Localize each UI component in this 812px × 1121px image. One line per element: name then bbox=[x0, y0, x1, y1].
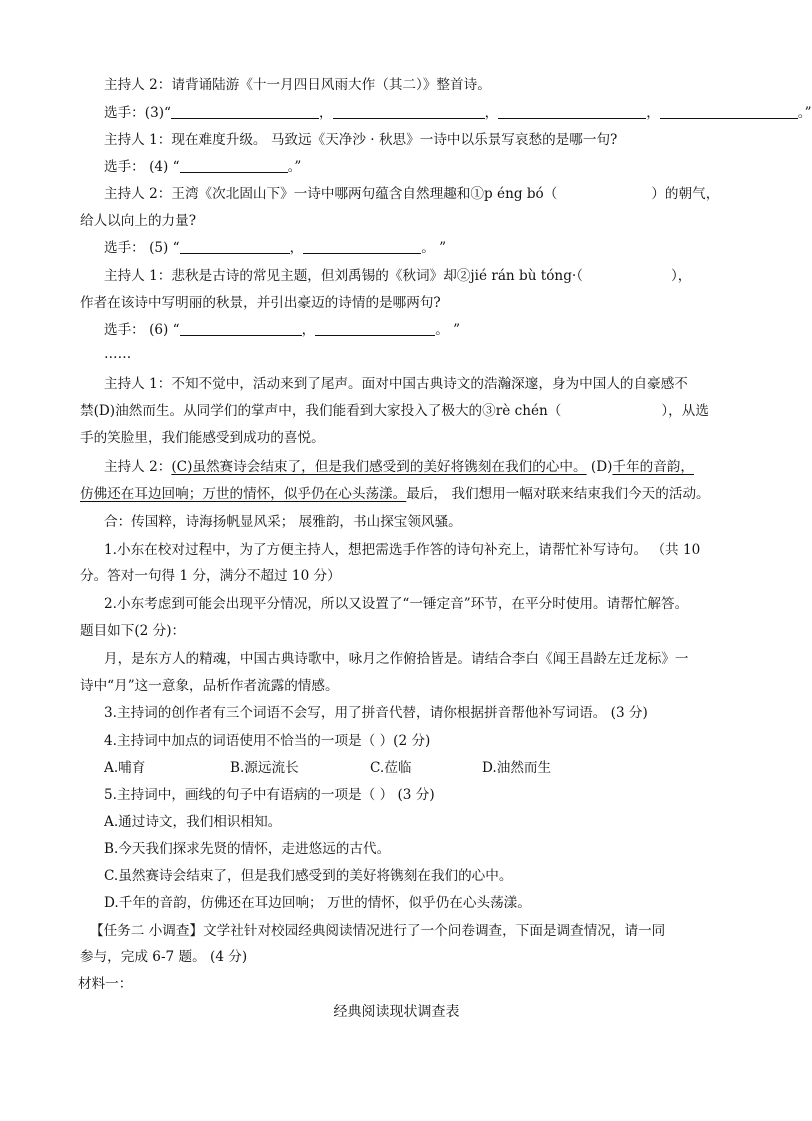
host1-closing-1: 主持人 1：不知不觉中，活动来到了尾声。面对中国古典诗文的浩瀚深邃，身为中国人的自豪感不 bbox=[104, 376, 688, 392]
question-4: 4.主持词中加点的词语使用不恰当的一项是（ ）(2 分) bbox=[104, 733, 431, 749]
answer-blank[interactable] bbox=[303, 239, 421, 254]
answer-blank[interactable] bbox=[180, 321, 302, 336]
question-2-line-3: 月，是东方人的精魂，中国古典诗歌中，咏月之作俯拾皆是。请结合李白《闻王昌龄左迁龙标》一 bbox=[104, 651, 689, 667]
couplet-line: 合：传国粹，诗海扬帆显风采； 展雅韵，书山探宝领风骚。 bbox=[104, 514, 462, 530]
host2-wangwan-prompt-cont: 给人以向上的力量? bbox=[80, 213, 197, 229]
underlined-sentence-d-cont: 仿佛还在耳边回响；万世的情怀，似乎仍在心头荡漾。 bbox=[80, 486, 407, 502]
task-2-heading: 【任务二 小调查】文学社针对校园经典阅读情况进行了一个问卷调查，下面是调查情况，请一同 bbox=[90, 923, 666, 939]
underlined-sentence-d: 千年的音韵， bbox=[612, 459, 694, 475]
answer-blank[interactable] bbox=[498, 104, 646, 119]
answer-blank[interactable] bbox=[315, 321, 435, 336]
contestant-answer-5: 选手： (5) “ ， 。 ” bbox=[104, 240, 447, 256]
answer-blank[interactable] bbox=[180, 239, 290, 254]
question-3: 3.主持词的创作者有三个词语不会写，用了拼音代替，请你根据拼音帮他补写词语。 (3 分) bbox=[104, 705, 648, 721]
question-5-option-b[interactable]: B.今天我们探求先贤的情怀，走进悠远的古代。 bbox=[104, 841, 391, 857]
host1-autumn-prompt: 主持人 1：悲秋是古诗的常见主题，但刘禹锡的《秋词》却②jié rán bù tóng·（ ）， bbox=[104, 268, 692, 284]
answer-blank[interactable] bbox=[171, 104, 319, 119]
material-one-label: 材料一： bbox=[78, 976, 133, 992]
host2-recite-prompt: 主持人 2：请背诵陆游《十一月四日风雨大作（其二）》整首诗。 bbox=[104, 77, 491, 93]
table-title: 经典阅读现状调查表 bbox=[333, 1004, 460, 1020]
option-b[interactable]: B.源远流长 bbox=[230, 760, 299, 776]
host2-closing-2: 仿佛还在耳边回响；万世的情怀，似乎仍在心头荡漾。最后， 我们想用一幅对联来结束我们今天的活动。 bbox=[80, 486, 710, 502]
question-2-line-1: 2.小东考虑到可能会出现平分情况，所以又设置了“一锤定音”环节，在平分时使用。请帮忙解答。 bbox=[104, 596, 689, 612]
host1-closing-3: 手的笑脸里，我们能感受到成功的喜悦。 bbox=[80, 430, 325, 446]
answer-blank[interactable] bbox=[660, 104, 798, 119]
answer-blank[interactable] bbox=[180, 158, 288, 173]
question-1-line-1: 1.小东在校对过程中，为了方便主持人，想把需选手作答的诗句补充上，请帮忙补写诗句。 （共 10 bbox=[104, 542, 701, 558]
option-d[interactable]: D.油然而生 bbox=[482, 760, 552, 776]
host2-closing-1: 主持人 2：(C)虽然赛诗会结束了，但是我们感受到的美好将镌刻在我们的心中。 (D)千年的音韵， bbox=[104, 459, 694, 475]
question-5-option-a[interactable]: A.通过诗文，我们相识相知。 bbox=[104, 814, 282, 830]
ellipsis: …… bbox=[104, 346, 132, 362]
contestant-answer-6: 选手： (6) “ ， 。 ” bbox=[104, 322, 461, 338]
host1-closing-2: 禁(D)油然而生。从同学们的掌声中，我们能看到大家投入了极大的③rè chén（ ），从选 bbox=[80, 403, 709, 419]
host1-autumn-prompt-cont: 作者在该诗中写明丽的秋景，并引出豪迈的诗情的是哪两句? bbox=[80, 295, 441, 311]
question-1-line-2: 分。答对一句得 1 分，满分不超过 10 分） bbox=[80, 568, 341, 584]
contestant-answer-3: 选手：(3)“ ， ， ， 。” bbox=[104, 105, 812, 121]
question-5: 5.主持词中，画线的句子中有语病的一项是（ ） (3 分) bbox=[104, 787, 435, 803]
option-c[interactable]: C.莅临 bbox=[370, 760, 412, 776]
host2-wangwan-prompt: 主持人 2：王湾《次北固山下》一诗中哪两句蕴含自然理趣和①p éng bó（ ）的朝气， bbox=[104, 186, 720, 202]
host1-difficulty-prompt: 主持人 1：现在难度升级。 马致远《天净沙 · 秋思》一诗中以乐景写哀愁的是哪一句? bbox=[104, 132, 618, 148]
question-2-line-4: 诗中“月”这一意象，品析作者流露的情感。 bbox=[80, 678, 339, 694]
contestant-answer-4: 选手： (4) “ 。” bbox=[104, 159, 302, 175]
task-2-heading-cont: 参与，完成 6-7 题。 (4 分) bbox=[80, 949, 248, 965]
answer-blank[interactable] bbox=[333, 104, 485, 119]
question-5-option-c[interactable]: C.虽然赛诗会结束了，但是我们感受到的美好将镌刻在我们的心中。 bbox=[104, 868, 513, 884]
underlined-sentence-c: (C)虽然赛诗会结束了，但是我们感受到的美好将镌刻在我们的心中。 bbox=[171, 459, 587, 475]
option-a[interactable]: A.哺育 bbox=[104, 760, 146, 776]
question-5-option-d[interactable]: D.千年的音韵，仿佛还在耳边回响； 万世的情怀，似乎仍在心头荡漾。 bbox=[104, 895, 531, 911]
question-2-line-2: 题目如下(2 分)： bbox=[80, 623, 186, 639]
